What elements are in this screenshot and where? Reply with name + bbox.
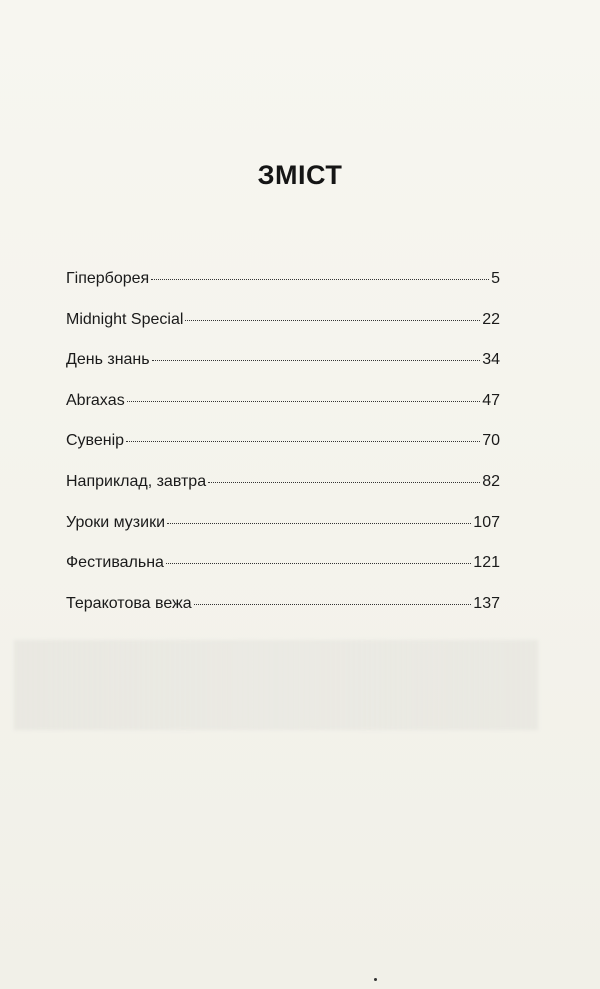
toc-entry-page: 107 xyxy=(473,513,500,531)
toc-entry-page: 121 xyxy=(473,554,500,572)
toc-entry xyxy=(66,311,500,352)
toc-entry-page: 34 xyxy=(482,351,500,369)
toc-entry-title: Теракотова вежа xyxy=(66,594,192,612)
toc-entry xyxy=(66,595,500,636)
toc-dot-leader xyxy=(185,320,480,321)
toc-entry xyxy=(66,351,500,392)
paper-speck xyxy=(374,978,377,981)
toc-entry-title: Abraxas xyxy=(66,391,125,409)
toc-entry-title: Сувенір xyxy=(66,432,125,450)
toc-entry-page: 82 xyxy=(482,472,500,490)
toc-entry xyxy=(66,554,500,595)
toc-entry-page: 70 xyxy=(482,432,500,450)
page-title: ЗМІСТ xyxy=(257,160,343,190)
table-of-contents xyxy=(66,270,500,635)
toc-entry-page: 22 xyxy=(482,310,500,328)
toc-dot-leader xyxy=(151,279,489,280)
toc-entry-title: День знань xyxy=(66,351,150,369)
toc-entry-title: Наприклад, завтра xyxy=(66,472,207,490)
toc-entry-title: Midnight Special xyxy=(66,310,184,328)
toc-entry-title: Фестивальна xyxy=(66,554,164,572)
toc-entry xyxy=(66,473,500,514)
toc-entry-page: 47 xyxy=(482,391,500,409)
toc-entry-title: Уроки музики xyxy=(66,513,166,531)
toc-dot-leader xyxy=(167,523,471,524)
toc-entry xyxy=(66,514,500,555)
toc-entry-page: 137 xyxy=(473,594,500,612)
toc-entry xyxy=(66,392,500,433)
toc-dot-leader xyxy=(127,401,481,402)
toc-dot-leader xyxy=(126,441,480,442)
toc-entry-title: Гіперборея xyxy=(66,270,150,287)
toc-entry-page: 5 xyxy=(491,270,500,287)
toc-entry xyxy=(66,270,500,311)
toc-entry xyxy=(66,432,500,473)
toc-dot-leader xyxy=(194,604,472,605)
toc-dot-leader xyxy=(208,482,480,483)
toc-dot-leader xyxy=(152,360,481,361)
paper-show-through xyxy=(14,640,538,730)
toc-dot-leader xyxy=(166,563,471,564)
